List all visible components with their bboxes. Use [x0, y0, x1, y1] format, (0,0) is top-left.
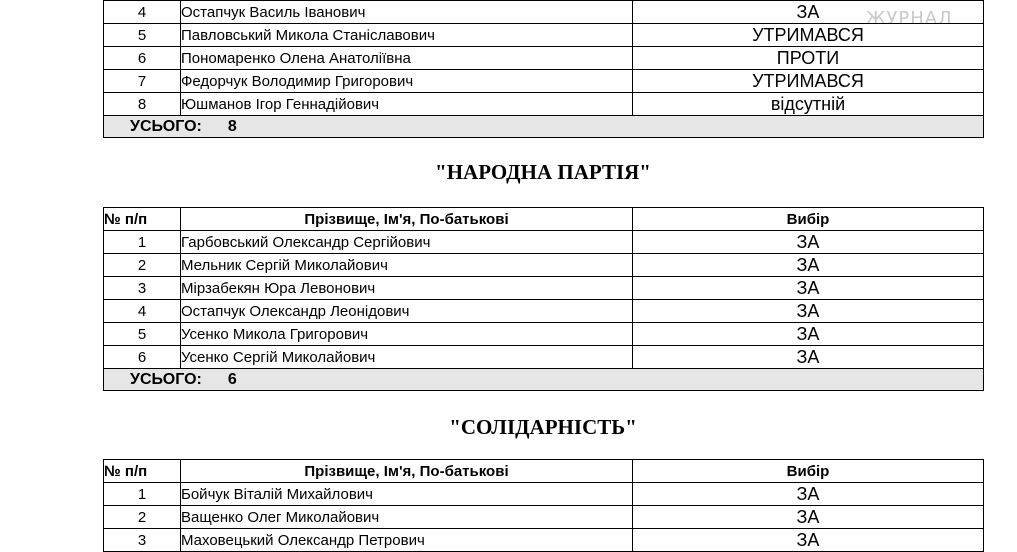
row-vote: ЗА: [633, 506, 984, 529]
row-name: Ващенко Олег Миколайович: [181, 506, 633, 529]
table-row: [104, 529, 984, 552]
total-label: УСЬОГО:: [130, 370, 202, 388]
table-row: [104, 231, 984, 254]
table-row: [104, 506, 984, 529]
header-vote: Вибір: [633, 460, 984, 483]
row-number: 6: [104, 346, 181, 369]
header-name: Прізвище, Ім'я, По-батькові: [181, 208, 633, 231]
row-number: 6: [104, 47, 181, 70]
table-row: [104, 1, 984, 24]
table-row: [104, 323, 984, 346]
row-number: 7: [104, 70, 181, 93]
row-number: 4: [104, 300, 181, 323]
row-name: Федорчук Володимир Григорович: [181, 70, 633, 93]
header-number: № п/п: [104, 208, 181, 231]
row-number: 5: [104, 24, 181, 47]
row-name: Павловський Микола Станіславович: [181, 24, 633, 47]
row-vote: ЗА: [633, 323, 984, 346]
total-row: [104, 116, 984, 138]
table-row: [104, 277, 984, 300]
vote-table-section-2: [103, 207, 984, 391]
row-number: 1: [104, 231, 181, 254]
total-cell: [104, 116, 984, 138]
row-number: 2: [104, 506, 181, 529]
table-row: [104, 254, 984, 277]
row-name: Бойчук Віталій Михайлович: [181, 483, 633, 506]
row-vote: ЗА: [633, 483, 984, 506]
row-name: Остапчук Василь Іванович: [181, 1, 633, 24]
party-title-section-3: "СОЛІДАРНІСТЬ": [449, 415, 637, 439]
row-number: 8: [104, 93, 181, 116]
row-name: Мельник Сергій Миколайович: [181, 254, 633, 277]
row-name: Юшманов Ігор Геннадійович: [181, 93, 633, 116]
row-name: Пономаренко Олена Анатоліївна: [181, 47, 633, 70]
total-row: [104, 369, 984, 391]
row-vote: ЗА: [633, 277, 984, 300]
party-title-section-2: "НАРОДНА ПАРТІЯ": [435, 160, 651, 184]
row-vote: ЗА: [633, 346, 984, 369]
row-name: Остапчук Олександр Леонідович: [181, 300, 633, 323]
row-vote: ЗА: [633, 254, 984, 277]
row-vote: ПРОТИ: [633, 47, 984, 70]
table-row: [104, 483, 984, 506]
table-header-row: [104, 208, 984, 231]
table-row: [104, 70, 984, 93]
row-vote: УТРИМАВСЯ: [633, 24, 984, 47]
total-count: 6: [227, 370, 237, 388]
row-vote: відсутній: [633, 93, 984, 116]
total-label: УСЬОГО:: [130, 117, 202, 135]
row-number: 5: [104, 323, 181, 346]
row-vote: УТРИМАВСЯ: [633, 70, 984, 93]
row-number: 2: [104, 254, 181, 277]
row-name: Усенко Сергій Миколайович: [181, 346, 633, 369]
row-vote: ЗА: [633, 529, 984, 552]
row-vote: ЗА: [633, 231, 984, 254]
row-number: 3: [104, 277, 181, 300]
header-number: № п/п: [104, 460, 181, 483]
table-row: [104, 346, 984, 369]
total-count: 8: [227, 117, 237, 135]
row-number: 3: [104, 529, 181, 552]
row-name: Усенко Микола Григорович: [181, 323, 633, 346]
table-row: [104, 300, 984, 323]
row-name: Гарбовський Олександр Сергійович: [181, 231, 633, 254]
vote-table-section-1: [103, 0, 984, 138]
vote-table-section-3: [103, 459, 984, 552]
row-number: 4: [104, 1, 181, 24]
row-vote: ЗА: [633, 300, 984, 323]
table-row: [104, 93, 984, 116]
total-cell: [104, 369, 984, 391]
table-row: [104, 47, 984, 70]
row-vote: ЗА: [633, 1, 984, 24]
row-name: Маховецький Олександр Петрович: [181, 529, 633, 552]
row-number: 1: [104, 483, 181, 506]
header-name: Прізвище, Ім'я, По-батькові: [181, 460, 633, 483]
row-name: Мірзабекян Юра Левонович: [181, 277, 633, 300]
watermark-logo: ЖУРНАЛ: [866, 8, 953, 29]
header-vote: Вибір: [633, 208, 984, 231]
table-header-row: [104, 460, 984, 483]
table-row: [104, 24, 984, 47]
